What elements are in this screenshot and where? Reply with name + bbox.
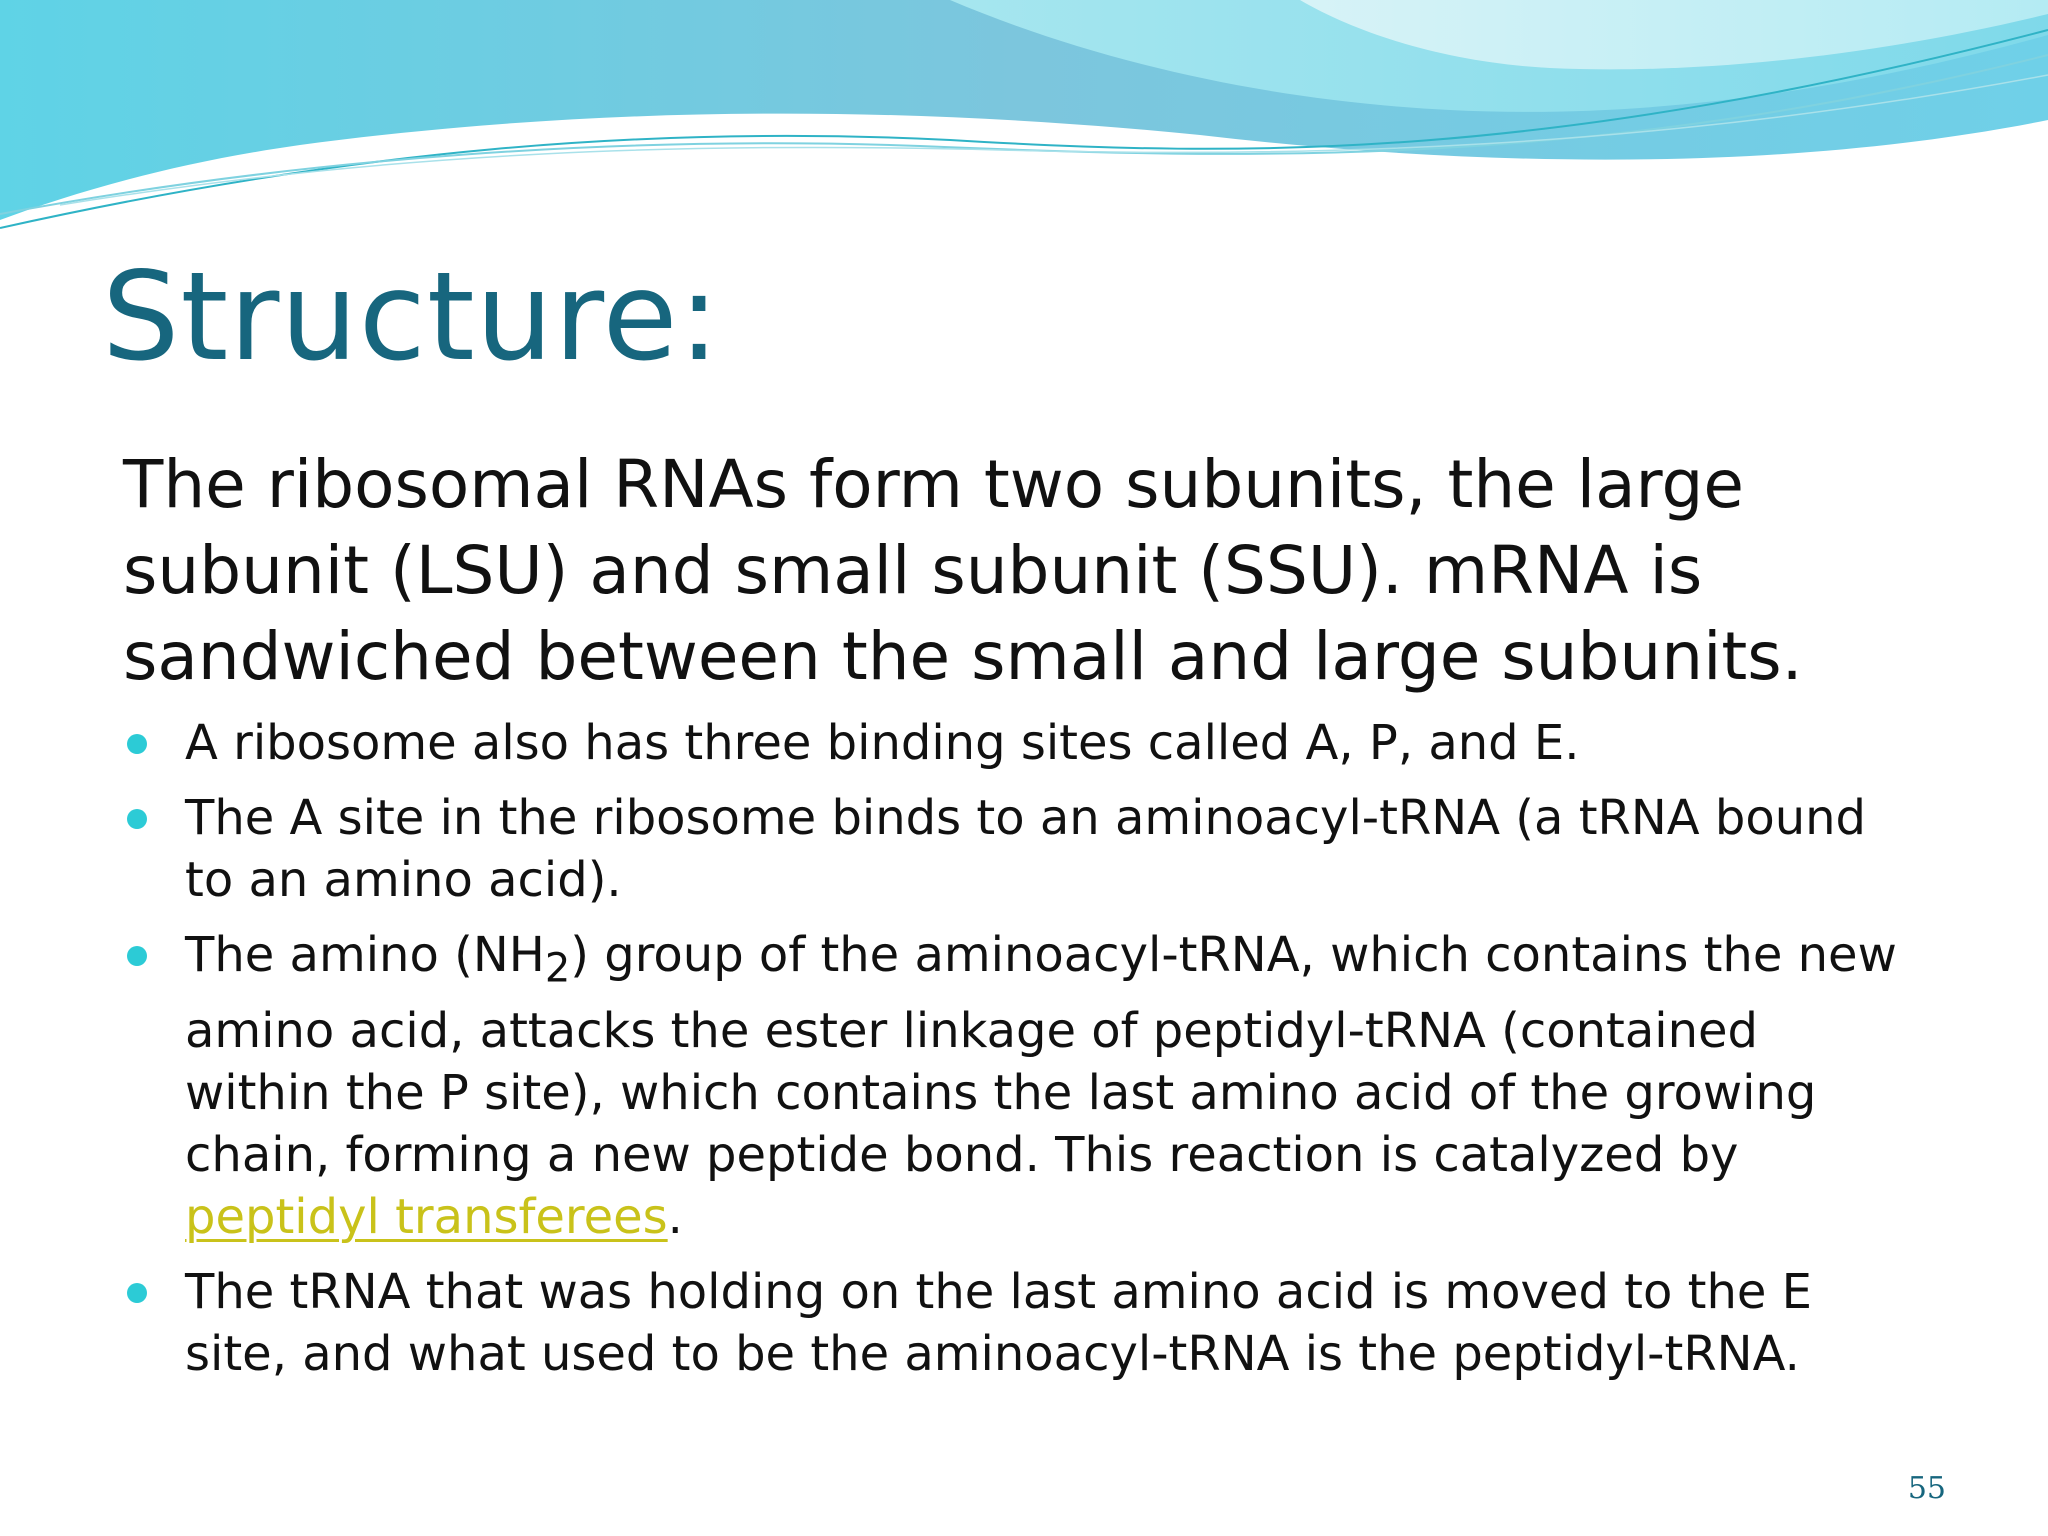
bullet-dot-icon	[127, 734, 147, 754]
bullet-item	[123, 1261, 1903, 1385]
bullet-text-after-subscript: ) group of the aminoacyl-tRNA, which contains the new amino acid, attacks the ester linkage of peptidyl-tRNA (contained within the P site), which contains the last amino acid of the growing chain, forming a new peptide bond. This reaction is catalyzed by	[185, 927, 1897, 1183]
bullet-dot-icon	[127, 809, 147, 829]
bullet-item	[123, 712, 1903, 774]
bullet-item	[123, 787, 1903, 911]
wave-header-decoration	[0, 0, 2048, 240]
bullet-text: The A site in the ribosome binds to an aminoacyl-tRNA (a tRNA bound to an amino acid).	[185, 790, 1867, 908]
bullet-dot-icon	[127, 946, 147, 966]
peptidyl-transferees-link[interactable]: peptidyl transferees	[185, 1188, 668, 1245]
bullet-list	[123, 712, 1903, 1385]
bullet-text-end: .	[667, 1188, 683, 1245]
subscript-2: 2	[544, 945, 571, 992]
bullet-text-before-subscript: The amino (NH	[185, 927, 545, 983]
page-number: 55	[1907, 1471, 1946, 1506]
bullet-item	[123, 924, 1903, 1248]
bullet-text: The tRNA that was holding on the last amino acid is moved to the E site, and what used to be the aminoacyl-tRNA is the peptidyl-tRNA.	[185, 1263, 1812, 1382]
bullet-text: A ribosome also has three binding sites called A, P, and E.	[185, 715, 1580, 771]
intro-paragraph: The ribosomal RNAs form two subunits, the large subunit (LSU) and small subunit (SSU). mRNA is sandwiched between the small and large subunits.	[123, 446, 1803, 695]
slide-title: Structure:	[102, 246, 721, 388]
bullet-dot-icon	[127, 1283, 147, 1303]
